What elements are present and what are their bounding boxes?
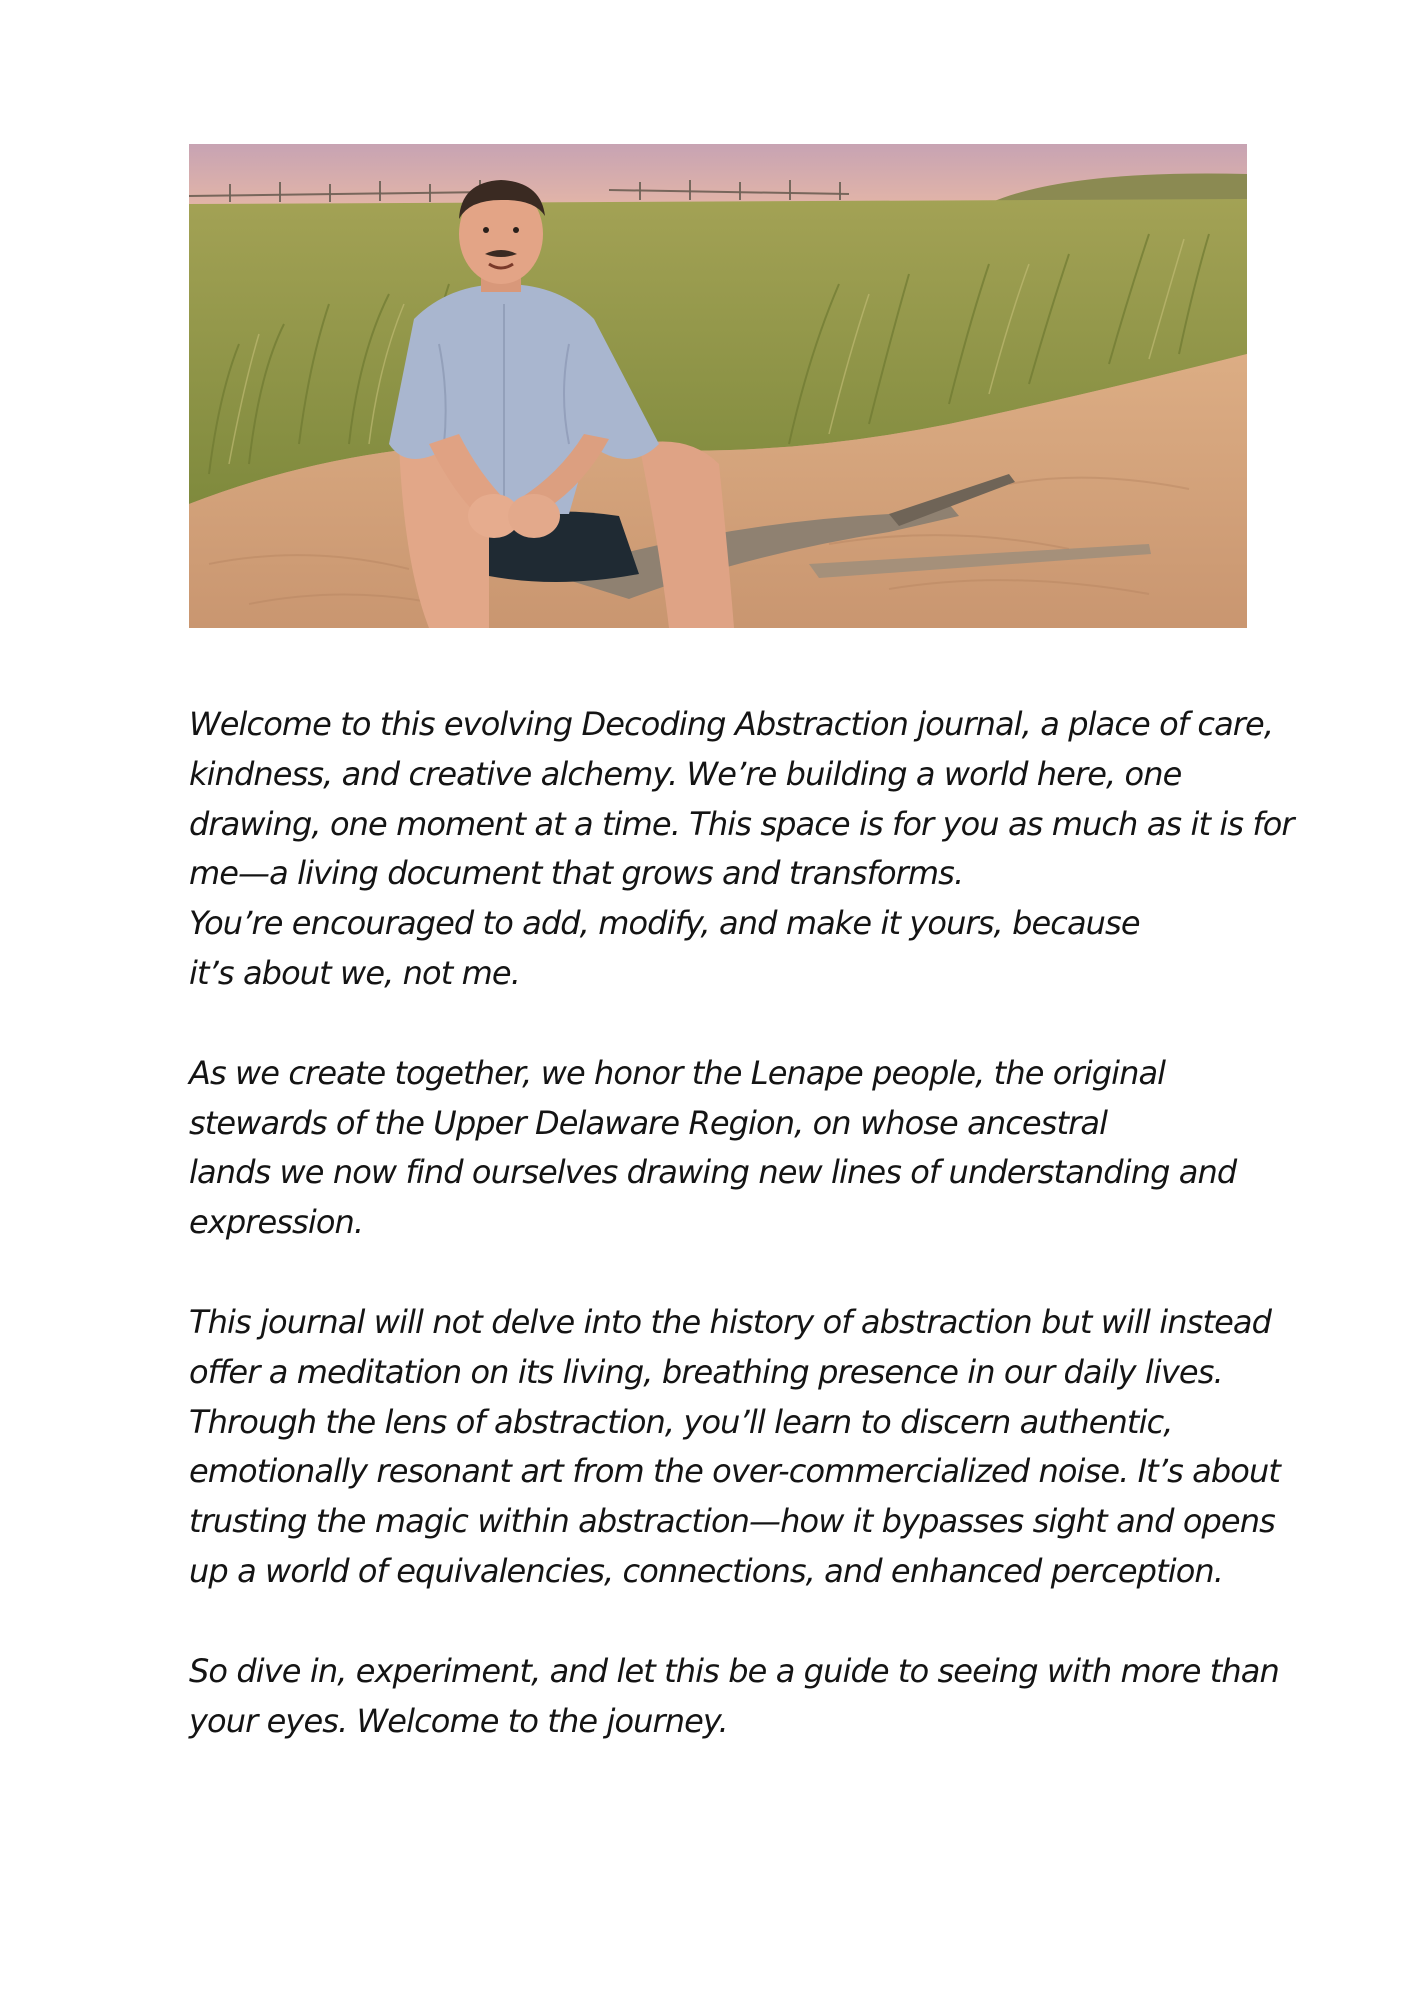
text-line: So dive in, experiment, and let this be a guide to seeing with more than	[189, 1651, 1279, 1690]
text-line: expression.	[189, 1203, 364, 1242]
purpose-paragraph	[189, 1298, 1280, 1597]
text-line: your eyes. Welcome to the journey.	[189, 1701, 728, 1740]
text-line: drawing, one moment at a time. This space is for you as much as it is for	[189, 804, 1294, 843]
beach-portrait-image	[189, 144, 1247, 628]
journal-text	[189, 700, 1294, 1796]
text-line: stewards of the Upper Delaware Region, on whose ancestral	[189, 1103, 1108, 1142]
text-line: Through the lens of abstraction, you’ll learn to discern authentic,	[189, 1402, 1173, 1441]
text-line: offer a meditation on its living, breathing presence in our daily lives.	[189, 1352, 1223, 1391]
text-line: lands we now find ourselves drawing new lines of understanding and	[189, 1153, 1237, 1192]
closing-paragraph	[189, 1647, 1279, 1747]
text-line: kindness, and creative alchemy. We’re building a world here, one	[189, 754, 1182, 793]
text-line: You’re encouraged to add, modify, and make it yours, because	[189, 904, 1140, 943]
text-line: Welcome to this evolving Decoding Abstraction journal, a place of care,	[189, 705, 1274, 743]
land-acknowledgement-paragraph	[189, 1049, 1269, 1248]
text-line: me—a living document that grows and transforms.	[189, 854, 964, 893]
welcome-paragraph	[189, 700, 1294, 999]
text-line: As we create together, we honor the Lenape people, the original	[189, 1053, 1166, 1092]
header-photo	[189, 144, 1247, 628]
text-line: it’s about we, not me.	[189, 953, 520, 992]
text-line: emotionally resonant art from the over-commercialized noise. It’s about	[189, 1452, 1280, 1491]
text-line: This journal will not delve into the history of abstraction but will instead	[189, 1302, 1272, 1341]
text-line: up a world of equivalencies, connections, and enhanced perception.	[189, 1551, 1224, 1590]
text-line: trusting the magic within abstraction—how it bypasses sight and opens	[189, 1502, 1275, 1541]
